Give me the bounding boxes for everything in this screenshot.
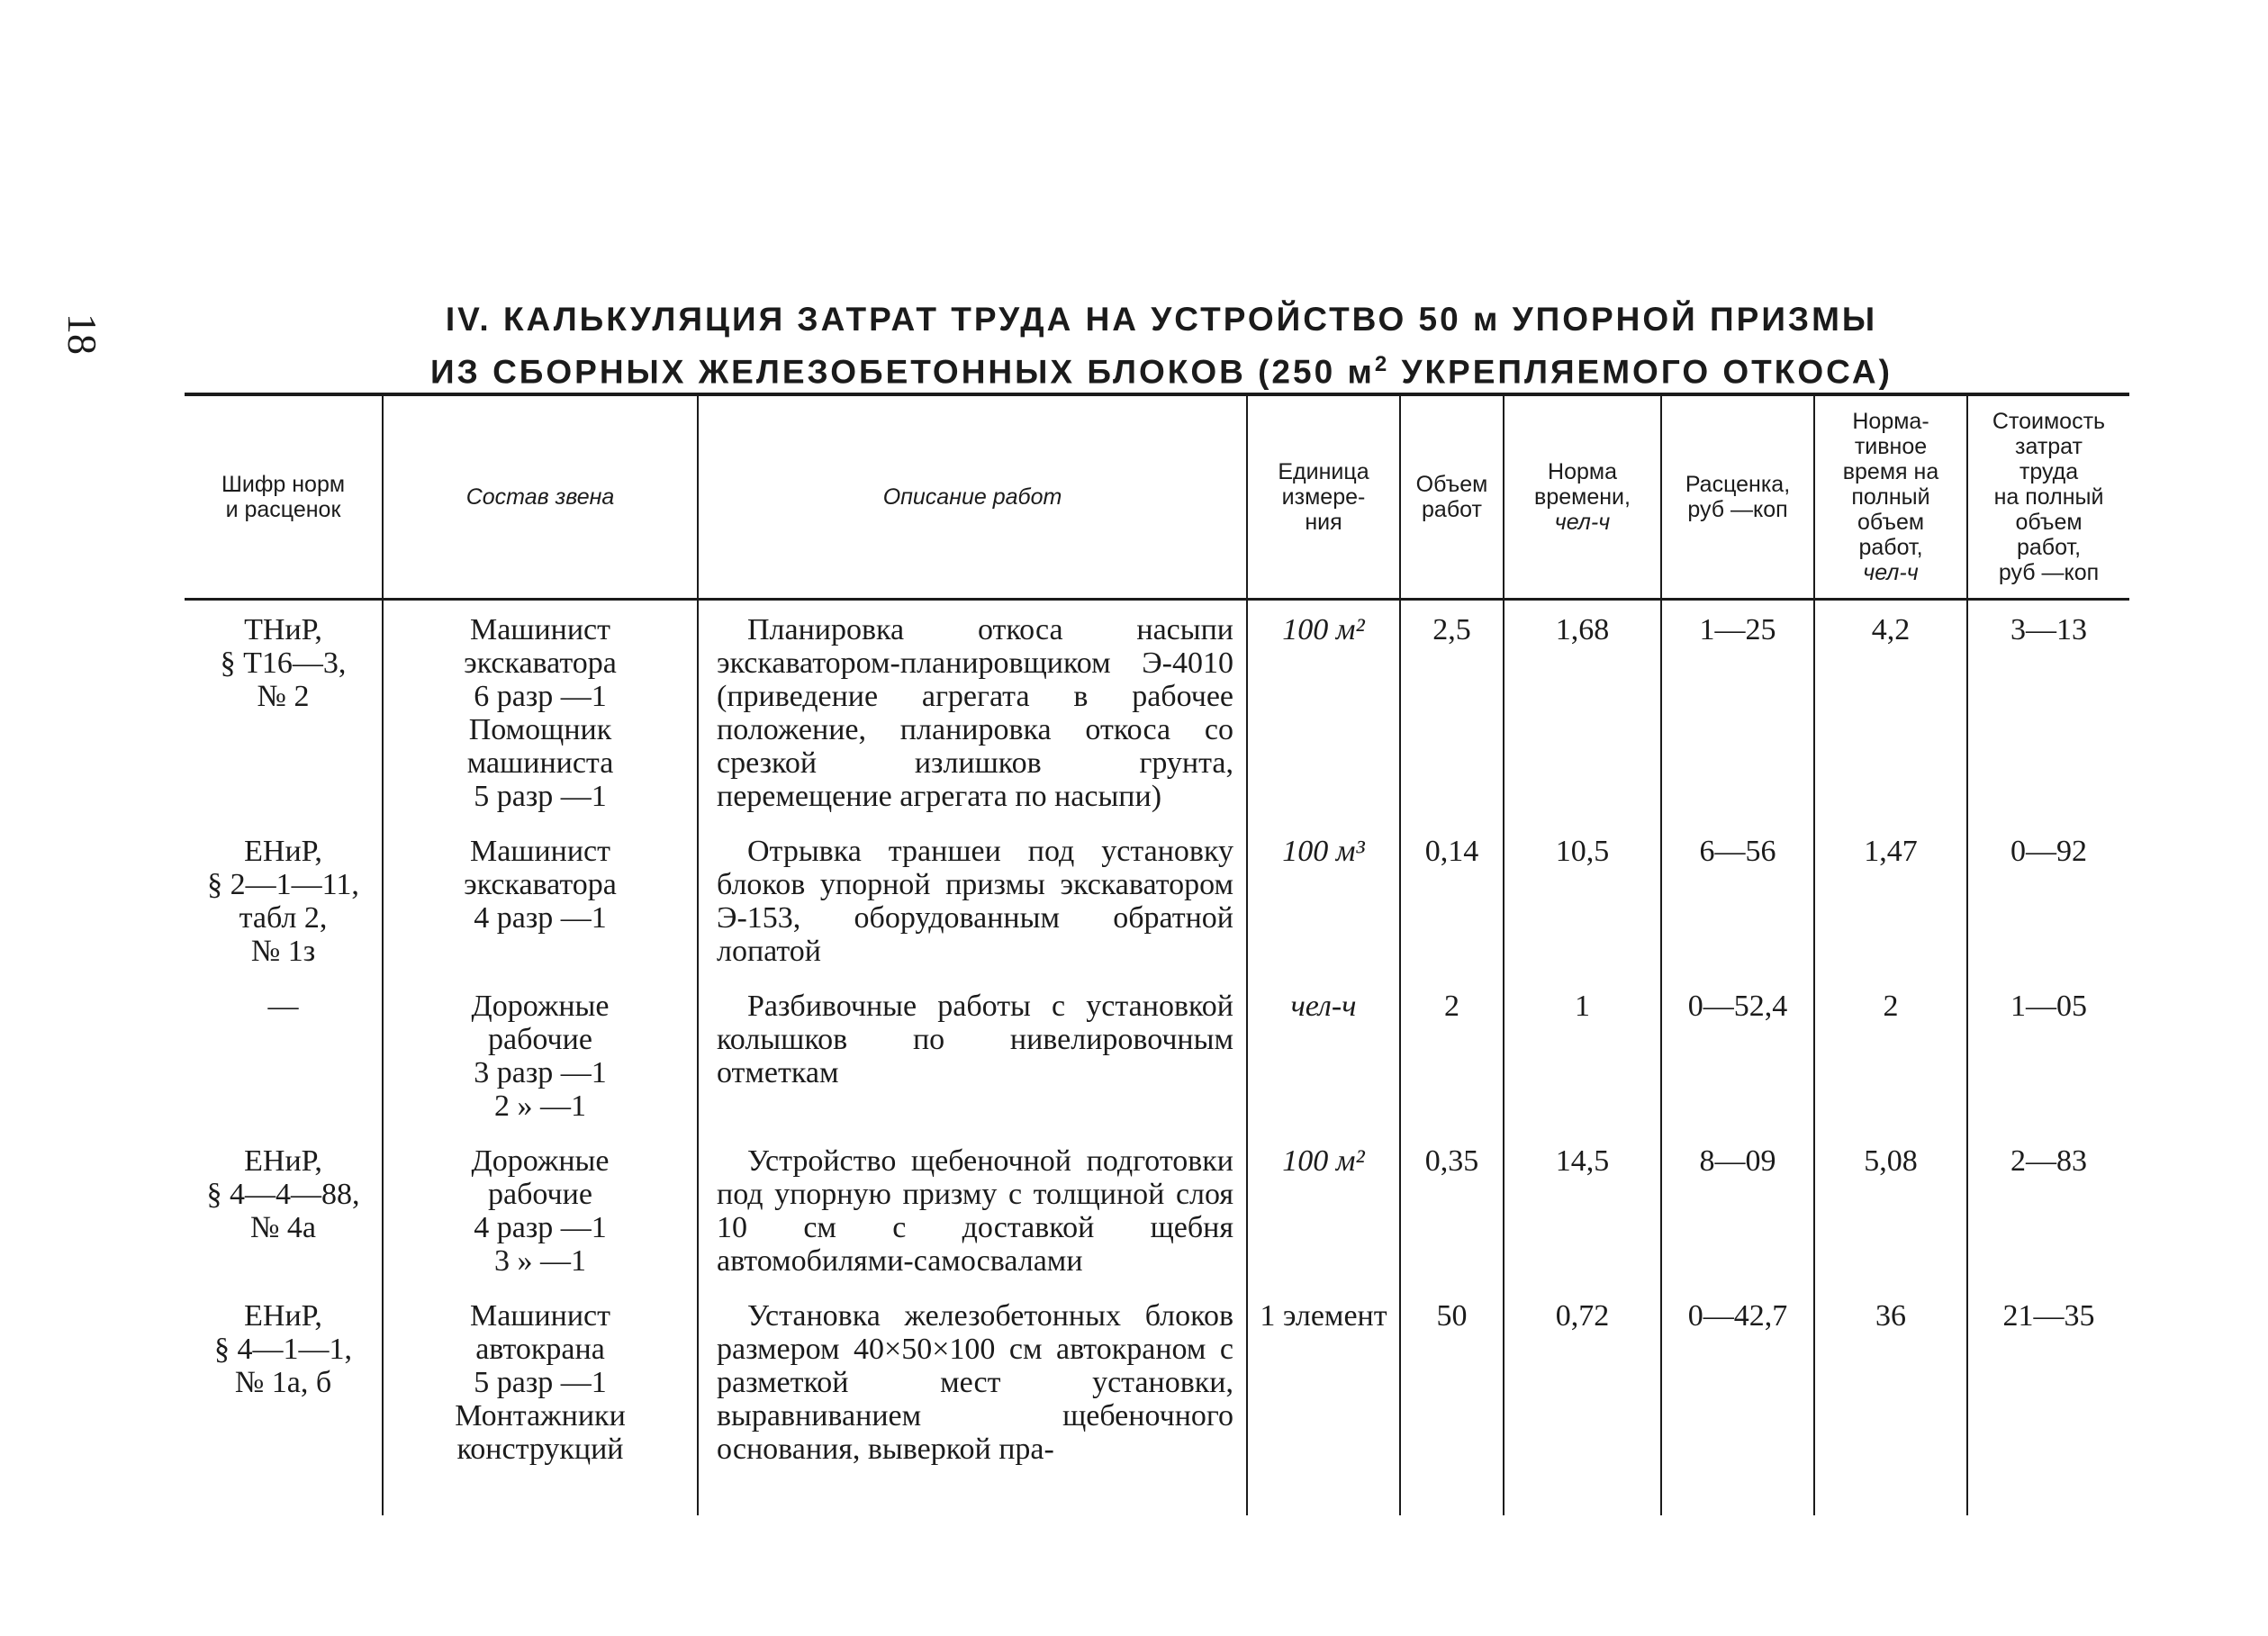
cell-norm-total: 36: [1814, 1287, 1967, 1515]
cell-volume: 2: [1400, 977, 1504, 1132]
cell-volume: 0,14: [1400, 822, 1504, 977]
cell-cost: 2—83: [1967, 1132, 2129, 1287]
page-number: 18: [59, 313, 105, 355]
cell-description: Отрывка траншеи под установку блоков упорной призмы экскаватором Э-153, оборудованным обратной лопатой: [698, 822, 1247, 977]
cell-code: ТНиР, § Т16—3, № 2: [220, 613, 347, 713]
table-row: [185, 1287, 2129, 1515]
table-row: [185, 822, 2129, 977]
title-line-2-b: УКРЕПЛЯЕМОГО ОТКОСА): [1389, 353, 1893, 391]
header-norm: Норма времени, чел-ч: [1504, 394, 1661, 600]
cell-cost: 3—13: [1967, 600, 2129, 823]
cell-unit: чел-ч: [1247, 977, 1400, 1132]
table-header-row: [185, 394, 2129, 600]
cell-norm-total: 1,47: [1814, 822, 1967, 977]
cell-cost: 0—92: [1967, 822, 2129, 977]
cell-norm: 14,5: [1504, 1132, 1661, 1287]
cell-rate: 8—09: [1661, 1132, 1814, 1287]
cell-code: ЕНиР, § 4—1—1, № 1а, б: [214, 1299, 352, 1399]
cell-code: —: [267, 990, 299, 1023]
cell-volume: 0,35: [1400, 1132, 1504, 1287]
header-rate: Расценка, руб —коп: [1661, 394, 1814, 600]
title-line-2: [189, 342, 2134, 394]
cell-norm-total: 2: [1814, 977, 1967, 1132]
cell-crew: Машинист экскаватора 4 разр —1: [383, 822, 698, 977]
cell-crew: Дорожные рабочие 3 разр —1 2 » —1: [383, 977, 698, 1132]
header-cost: Стоимость затрат труда на полный объем работ, руб —коп: [1967, 394, 2129, 600]
cell-rate: 6—56: [1661, 822, 1814, 977]
cell-norm-total: 5,08: [1814, 1132, 1967, 1287]
table-row: [185, 1132, 2129, 1287]
labor-cost-table: [185, 393, 2129, 1515]
cell-norm: 1,68: [1504, 600, 1661, 823]
cell-crew: Машинист автокрана 5 разр —1 Монтажники конструкций: [383, 1287, 698, 1515]
cell-description: Разбивочные работы с установкой колышков по нивелировочным отметкам: [698, 977, 1247, 1132]
title-line-1: IV. КАЛЬКУЛЯЦИЯ ЗАТРАТ ТРУДА НА УСТРОЙСТВО 50 м УПОРНОЙ ПРИЗМЫ: [445, 301, 1878, 338]
title-line-2-a: ИЗ СБОРНЫХ ЖЕЛЕЗОБЕТОННЫХ БЛОКОВ (250 м: [430, 353, 1375, 391]
header-crew: Состав звена: [383, 394, 698, 600]
title-superscript: 2: [1374, 352, 1390, 376]
cell-rate: 1—25: [1661, 600, 1814, 823]
cell-unit: 100 м²: [1247, 600, 1400, 823]
cell-rate: 0—52,4: [1661, 977, 1814, 1132]
cell-norm: 10,5: [1504, 822, 1661, 977]
header-code: Шифр норм и расценок: [185, 394, 383, 600]
page-title: [189, 297, 2134, 394]
cell-cost: 1—05: [1967, 977, 2129, 1132]
header-norm-total: Норма- тивное время на полный объем работ, чел-ч: [1814, 394, 1967, 600]
table-row: [185, 977, 2129, 1132]
cell-norm: 1: [1504, 977, 1661, 1132]
header-description: Описание работ: [698, 394, 1247, 600]
cell-description: Устройство щебеночной подготовки под упорную призму с толщиной слоя 10 см с доставкой щебня автомобилями-самосвалами: [698, 1132, 1247, 1287]
header-volume: Объем работ: [1400, 394, 1504, 600]
cell-norm-total: 4,2: [1814, 600, 1967, 823]
cell-rate: 0—42,7: [1661, 1287, 1814, 1515]
cell-description: Планировка откоса насыпи экскаватором-планировщиком Э-4010 (приведение агрегата в рабочее положение, планировка откоса со срезкой излишков грунта, перемещение агрегата по насыпи): [698, 600, 1247, 823]
cell-description: Установка железобетонных блоков размером 40×50×100 см автокраном с разметкой мест установки, выравниванием щебеночного основания, выверкой пра-: [698, 1287, 1247, 1515]
table-row: [185, 600, 2129, 823]
cell-code: ЕНиР, § 4—4—88, № 4а: [206, 1144, 360, 1244]
cell-volume: 2,5: [1400, 600, 1504, 823]
cell-unit: 100 м³: [1247, 822, 1400, 977]
cell-crew: Машинист экскаватора 6 разр —1 Помощник машиниста 5 разр —1: [383, 600, 698, 823]
cell-cost: 21—35: [1967, 1287, 2129, 1515]
cell-unit: 100 м²: [1247, 1132, 1400, 1287]
cell-crew: Дорожные рабочие 4 разр —1 3 » —1: [383, 1132, 698, 1287]
header-unit: Единица измере- ния: [1247, 394, 1400, 600]
cell-norm: 0,72: [1504, 1287, 1661, 1515]
cell-unit: 1 элемент: [1247, 1287, 1400, 1515]
cell-code: ЕНиР, § 2—1—11, табл 2, № 1з: [207, 835, 359, 968]
cell-volume: 50: [1400, 1287, 1504, 1515]
